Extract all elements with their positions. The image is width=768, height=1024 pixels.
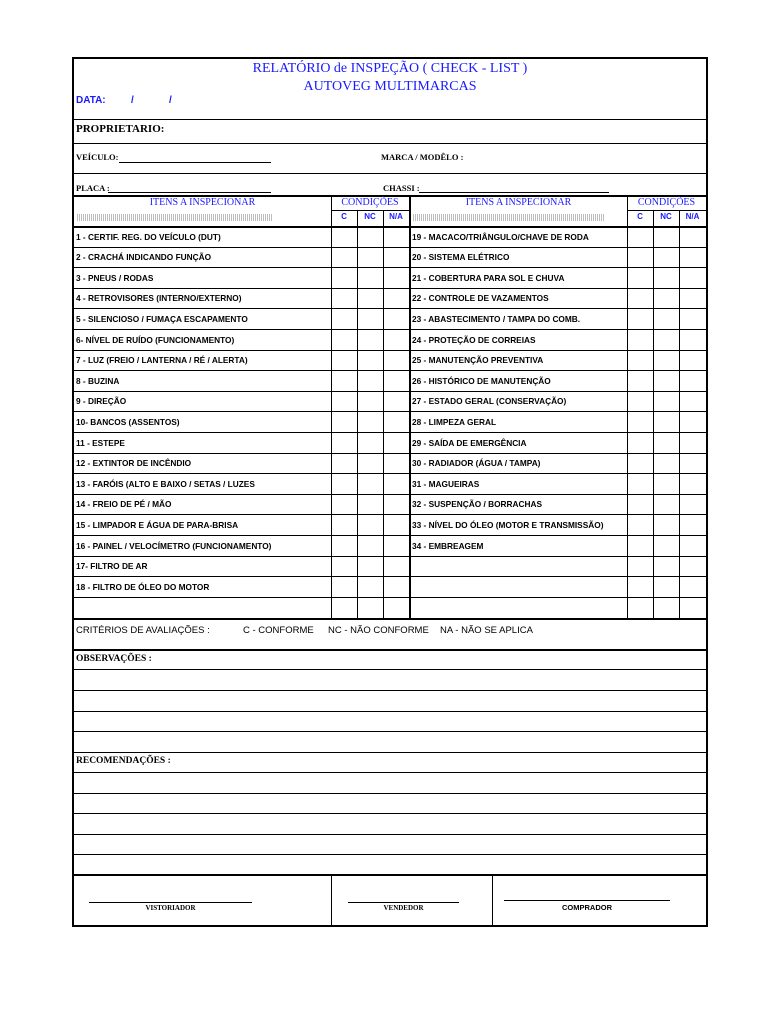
table-row-divider xyxy=(74,556,706,557)
inspection-item: 20 - SISTEMA ELÉTRICO xyxy=(412,252,510,262)
criteria-conforme: C - CONFORME xyxy=(243,625,314,636)
brand-model-field-label: MARCA / MODÊLO : xyxy=(381,152,464,162)
inspection-item: 34 - EMBREAGEM xyxy=(412,541,484,551)
inspection-item: 26 - HISTÓRICO DE MANUTENÇÃO xyxy=(412,376,551,386)
inspection-item: 25 - MANUTENÇÃO PREVENTIVA xyxy=(412,355,544,365)
items-header-left: ITENS A INSPECIONAR xyxy=(149,197,256,208)
table-row-divider xyxy=(74,432,706,433)
col-c-header: C xyxy=(341,212,347,221)
inspection-item: 13 - FARÓIS (ALTO E BAIXO / SETAS / LUZES xyxy=(76,479,255,489)
chassis-field-label: CHASSI : xyxy=(383,183,420,193)
inspector-label: VISTORIADOR xyxy=(145,904,196,912)
col-nc-header: NC xyxy=(364,212,376,221)
inspection-item: 5 - SILENCIOSO / FUMAÇA ESCAPAMENTO xyxy=(76,314,248,324)
inspection-item: 10- BANCOS (ASSENTOS) xyxy=(76,417,180,427)
divider xyxy=(74,649,706,651)
recommendation-line[interactable] xyxy=(74,854,706,855)
table-row-divider xyxy=(74,308,706,309)
table-row-divider xyxy=(74,391,706,392)
inspection-item: 24 - PROTEÇÃO DE CORREIAS xyxy=(412,335,536,345)
criteria-nao-aplica: NA - NÃO SE APLICA xyxy=(440,625,533,636)
table-row-divider xyxy=(74,576,706,577)
buyer-label: COMPRADOR xyxy=(562,903,612,912)
inspector-signature-line[interactable] xyxy=(89,902,252,903)
inspection-item: 32 - SUSPENÇÃO / BORRACHAS xyxy=(412,499,543,509)
inspection-item: 18 - FILTRO DE ÓLEO DO MOTOR xyxy=(76,582,210,592)
table-row-divider xyxy=(74,288,706,289)
shaded-bar xyxy=(413,214,605,221)
col-c-header: C xyxy=(637,212,643,221)
observation-line[interactable] xyxy=(74,669,706,670)
table-row-divider xyxy=(74,247,706,248)
items-header-right: ITENS A INSPECIONAR xyxy=(465,197,572,208)
recommendation-line[interactable] xyxy=(74,813,706,814)
plate-field-label: PLACA : xyxy=(76,183,110,193)
column-divider xyxy=(409,195,411,618)
signature-divider xyxy=(492,874,493,927)
column-divider xyxy=(627,195,628,618)
inspection-form xyxy=(72,57,708,927)
form-title: RELATÓRIO de INSPEÇÃO ( CHECK - LIST ) xyxy=(252,61,528,76)
owner-field-label: PROPRIETARIO: xyxy=(76,123,165,135)
inspection-item: 29 - SAÍDA DE EMERGÊNCIA xyxy=(412,438,527,448)
table-row-divider xyxy=(74,370,706,371)
inspection-item: 11 - ESTEPE xyxy=(76,438,125,448)
inspection-item: 19 - MACACO/TRIÂNGULO/CHAVE DE RODA xyxy=(412,232,589,242)
signature-top-border xyxy=(74,874,706,876)
table-row-divider xyxy=(74,494,706,495)
criteria-label: CRITÉRIOS DE AVALIAÇÕES : xyxy=(76,625,210,636)
inspection-item: 1 - CERTIF. REG. DO VEÍCULO (DUT) xyxy=(76,232,221,242)
shaded-bar xyxy=(77,214,272,221)
table-row-divider xyxy=(74,329,706,330)
inspection-item: 17- FILTRO DE AR xyxy=(76,561,148,571)
divider xyxy=(74,119,706,120)
inspection-item: 23 - ABASTECIMENTO / TAMPA DO COMB. xyxy=(412,314,581,324)
divider xyxy=(74,173,706,174)
inspection-item: 30 - RADIADOR (ÁGUA / TAMPA) xyxy=(412,458,541,468)
observation-line[interactable] xyxy=(74,731,706,732)
buyer-signature-line[interactable] xyxy=(504,900,670,901)
table-row-divider xyxy=(74,411,706,412)
recommendation-line[interactable] xyxy=(74,834,706,835)
col-nc-header: NC xyxy=(660,212,672,221)
inspection-item: 14 - FREIO DE PÉ / MÃO xyxy=(76,499,172,509)
date-label: DATA: xyxy=(76,95,106,106)
signature-divider xyxy=(331,874,332,927)
seller-signature-line[interactable] xyxy=(348,902,459,903)
inspection-item: 3 - PNEUS / RODAS xyxy=(76,273,154,283)
inspection-item: 33 - NÍVEL DO ÓLEO (MOTOR E TRANSMISSÃO) xyxy=(412,520,604,530)
inspection-item: 2 - CRACHÁ INDICANDO FUNÇÃO xyxy=(76,252,212,262)
inspection-item: 4 - RETROVISORES (INTERNO/EXTERNO) xyxy=(76,293,242,303)
inspection-item: 28 - LIMPEZA GERAL xyxy=(412,417,497,427)
table-header-border xyxy=(74,226,706,228)
inspection-item: 27 - ESTADO GERAL (CONSERVAÇÃO) xyxy=(412,396,567,406)
divider xyxy=(627,210,706,211)
inspection-item: 31 - MAGUEIRAS xyxy=(412,479,480,489)
recommendations-label: RECOMENDAÇÕES : xyxy=(76,756,171,766)
criteria-nao-conforme: NC - NÃO CONFORME xyxy=(328,625,429,636)
form-subtitle: AUTOVEG MULTIMARCAS xyxy=(303,79,477,94)
divider xyxy=(331,210,409,211)
table-bottom-border xyxy=(74,618,706,620)
column-divider xyxy=(331,195,332,618)
inspection-item: 12 - EXTINTOR DE INCÊNDIO xyxy=(76,458,192,468)
col-na-header: N/A xyxy=(685,212,700,221)
table-row-divider xyxy=(74,473,706,474)
recommendation-line[interactable] xyxy=(74,793,706,794)
divider xyxy=(74,143,706,144)
inspection-item: 9 - DIREÇÃO xyxy=(76,396,127,406)
observations-label: OBSERVAÇÕES : xyxy=(76,654,152,664)
table-row-divider xyxy=(74,267,706,268)
col-na-header: N/A xyxy=(389,212,403,221)
vehicle-field-line[interactable] xyxy=(119,162,271,163)
date-separator: / xyxy=(131,95,134,106)
chassis-field-line[interactable] xyxy=(419,192,609,193)
plate-field-line[interactable] xyxy=(108,192,271,193)
table-row-divider xyxy=(74,453,706,454)
table-row-divider xyxy=(74,350,706,351)
inspection-item: 22 - CONTROLE DE VAZAMENTOS xyxy=(412,293,549,303)
observation-line[interactable] xyxy=(74,752,706,753)
table-row-divider xyxy=(74,535,706,536)
inspection-item: 16 - PAINEL / VELOCÍMETRO (FUNCIONAMENTO) xyxy=(76,541,272,551)
recommendation-line[interactable] xyxy=(74,772,706,773)
conditions-header-right: CONDIÇÕES xyxy=(637,197,696,208)
table-row-divider xyxy=(74,597,706,598)
inspection-item: 6- NÍVEL DE RUÍDO (FUNCIONAMENTO) xyxy=(76,335,235,345)
inspection-item: 7 - LUZ (FREIO / LANTERNA / RÉ / ALERTA) xyxy=(76,355,248,365)
inspection-item: 15 - LIMPADOR E ÁGUA DE PARA-BRISA xyxy=(76,520,239,530)
date-separator: / xyxy=(169,95,172,106)
vehicle-field-label: VEÍCULO: xyxy=(76,152,119,162)
observation-line[interactable] xyxy=(74,690,706,691)
seller-label: VENDEDOR xyxy=(383,904,424,912)
inspection-item: 21 - COBERTURA PARA SOL E CHUVA xyxy=(412,273,565,283)
table-row-divider xyxy=(74,514,706,515)
conditions-header-left: CONDIÇÕES xyxy=(341,197,399,208)
inspection-item: 8 - BUZINA xyxy=(76,376,120,386)
observation-line[interactable] xyxy=(74,711,706,712)
